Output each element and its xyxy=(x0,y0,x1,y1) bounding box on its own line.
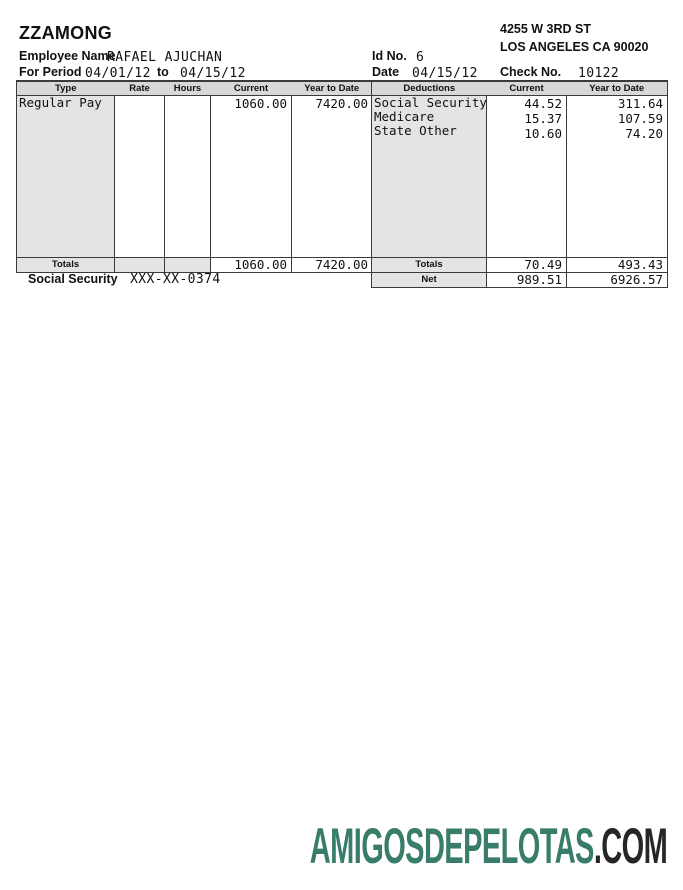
company-address-line1: 4255 W 3RD ST xyxy=(500,22,592,36)
period-to-label: to xyxy=(157,65,169,79)
check-number-label: Check No. xyxy=(500,65,562,79)
earnings-header-type: Type xyxy=(17,81,115,96)
deductions-totals-label: Totals xyxy=(372,258,487,273)
net-ytd-cell xyxy=(567,273,668,288)
company-address-line2: LOS ANGELES CA 90020 xyxy=(500,40,649,54)
deductions-totals-ytd-cell xyxy=(567,258,668,273)
earnings-hours-cell xyxy=(165,96,211,258)
earnings-header-rate: Rate xyxy=(115,81,165,96)
deduction-name: Social Security xyxy=(374,95,487,110)
net-ytd: 6926.57 xyxy=(610,272,663,287)
watermark-site-name: AMIGOSDEPELOTAS xyxy=(309,818,594,874)
earnings-rate-cell xyxy=(115,96,165,258)
ssn-line xyxy=(28,270,221,288)
period-start-date: 04/01/12 xyxy=(85,66,151,81)
deduction-current: 10.60 xyxy=(524,126,562,141)
net-row xyxy=(372,273,668,288)
deductions-name-cell xyxy=(372,96,487,258)
deductions-header-name: Deductions xyxy=(372,81,487,96)
id-number-value: 6 xyxy=(416,50,425,65)
earnings-rate-value xyxy=(115,96,164,97)
watermark-site-tld: .COM xyxy=(593,818,667,874)
deduction-ytd: 311.64 xyxy=(617,96,663,111)
watermark-logo xyxy=(309,818,667,874)
earnings-header-row xyxy=(17,81,373,96)
earnings-totals-ytd-cell xyxy=(292,258,373,273)
deduction-current: 44.52 xyxy=(524,96,562,111)
deductions-totals-row xyxy=(372,258,668,273)
net-current-cell xyxy=(487,273,567,288)
deductions-current-cell xyxy=(487,96,567,258)
earnings-current-value: 1060.00 xyxy=(234,96,287,111)
earnings-totals-ytd: 7420.00 xyxy=(315,257,368,272)
deductions-totals-ytd: 493.43 xyxy=(617,257,663,272)
deductions-header-row xyxy=(372,81,668,96)
earnings-header-hours: Hours xyxy=(165,81,211,96)
deductions-header-ytd: Year to Date xyxy=(567,81,668,96)
id-number-label: Id No. xyxy=(372,49,407,63)
earnings-ytd-value: 7420.00 xyxy=(315,96,368,111)
deductions-table xyxy=(371,80,668,288)
check-number-value: 10122 xyxy=(578,66,620,81)
employee-name-value: RAFAEL AJUCHAN xyxy=(107,50,223,65)
ssn-value: XXX-XX-0374 xyxy=(130,272,221,287)
date-label: Date xyxy=(372,65,400,79)
deductions-totals-current: 70.49 xyxy=(524,257,562,272)
earnings-header-current: Current xyxy=(211,81,292,96)
deduction-name: Medicare xyxy=(374,109,435,124)
earnings-current-cell xyxy=(211,96,292,258)
earnings-type-cell xyxy=(17,96,115,258)
earnings-ytd-cell xyxy=(292,96,373,258)
earnings-body-row xyxy=(17,96,373,258)
earnings-totals-current-cell xyxy=(211,258,292,273)
employee-name-label: Employee Name xyxy=(19,49,116,63)
deductions-body-row xyxy=(372,96,668,258)
earnings-totals-label: Totals xyxy=(17,258,115,273)
deduction-ytd: 74.20 xyxy=(625,126,663,141)
for-period-label: For Period xyxy=(19,65,82,79)
deduction-name: State Other xyxy=(374,123,457,138)
earnings-header-ytd: Year to Date xyxy=(292,81,373,96)
deduction-ytd: 107.59 xyxy=(617,111,663,126)
earnings-type-value: Regular Pay xyxy=(19,95,102,110)
net-current: 989.51 xyxy=(516,272,562,287)
earnings-table xyxy=(16,80,373,273)
company-name: ZZAMONG xyxy=(19,23,113,43)
deduction-current: 15.37 xyxy=(524,111,562,126)
net-label: Net xyxy=(372,273,487,288)
deductions-totals-current-cell xyxy=(487,258,567,273)
deductions-ytd-cell xyxy=(567,96,668,258)
ssn-label: Social Security xyxy=(28,272,118,286)
earnings-totals-current: 1060.00 xyxy=(234,257,287,272)
period-end-date: 04/15/12 xyxy=(180,66,246,81)
deductions-header-current: Current xyxy=(487,81,567,96)
date-value: 04/15/12 xyxy=(412,66,478,81)
earnings-hours-value xyxy=(165,96,210,97)
